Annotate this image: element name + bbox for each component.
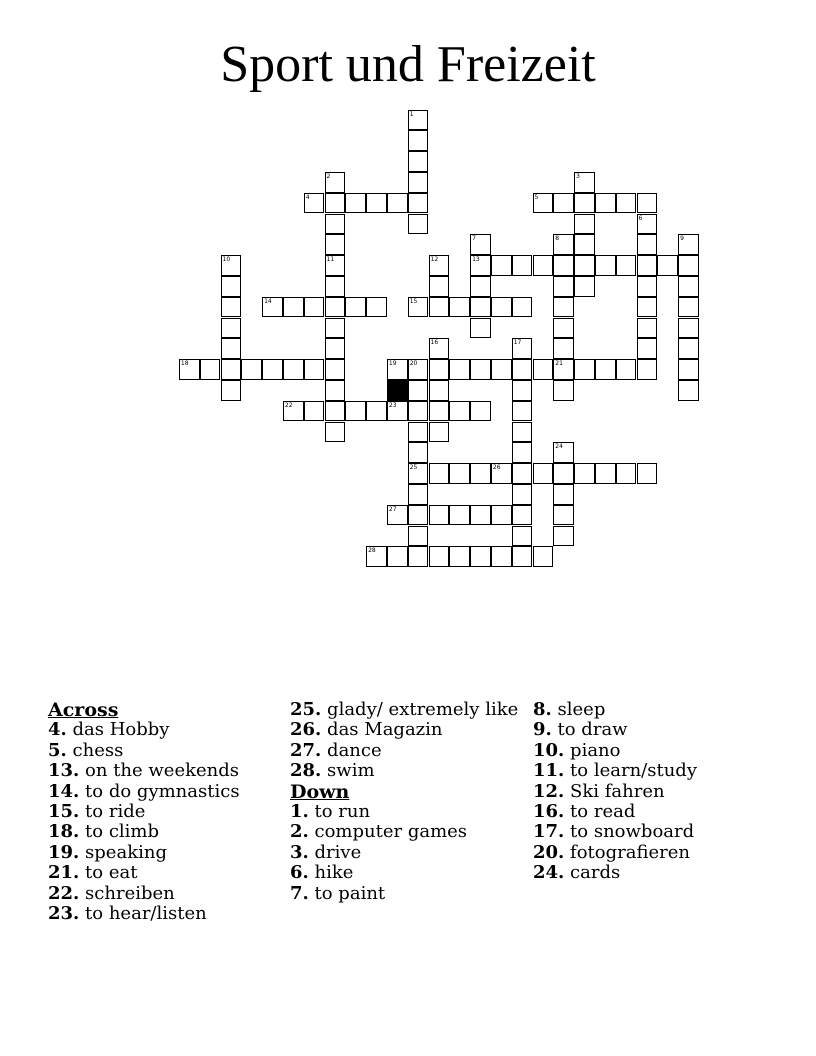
grid-cell[interactable]	[408, 505, 429, 526]
clue-text: to paint	[308, 882, 386, 904]
clue-number: 2.	[290, 821, 309, 843]
clue-number: 18	[180, 360, 189, 368]
clue-item	[48, 761, 284, 781]
clue-number: 28	[368, 547, 376, 555]
grid-cell[interactable]	[637, 359, 658, 380]
grid-cell[interactable]	[345, 401, 366, 422]
clue-number: 10	[222, 256, 231, 264]
clue-number: 14	[264, 297, 272, 305]
grid-cell[interactable]	[449, 505, 470, 526]
grid-cell[interactable]	[408, 442, 429, 463]
clues-column-2	[290, 700, 526, 904]
grid-cell[interactable]	[553, 463, 574, 484]
grid-cell[interactable]	[678, 234, 699, 255]
clue-item	[290, 863, 526, 883]
clue-number: 3	[576, 172, 580, 180]
grid-cell[interactable]	[533, 546, 554, 567]
grid-cell[interactable]	[408, 484, 429, 505]
clue-text: to learn/study	[564, 760, 697, 782]
clue-number: 24	[555, 443, 563, 451]
clue-number: 22.	[48, 882, 80, 904]
grid-cell[interactable]	[574, 193, 595, 214]
grid-cell[interactable]	[533, 255, 554, 276]
grid-cell[interactable]	[595, 193, 616, 214]
grid-cell[interactable]	[408, 297, 429, 318]
grid-cell[interactable]	[366, 193, 387, 214]
clue-number: 7	[472, 235, 476, 243]
clue-item	[290, 741, 526, 761]
grid-cell[interactable]	[470, 276, 491, 297]
grid-cell[interactable]	[553, 338, 574, 359]
grid-cell[interactable]	[408, 193, 429, 214]
clue-number: 13.	[48, 760, 80, 782]
clue-text: swim	[321, 760, 375, 782]
grid-cell[interactable]	[241, 359, 262, 380]
grid-cell[interactable]	[678, 338, 699, 359]
grid-cell[interactable]	[574, 255, 595, 276]
grid-cell[interactable]	[491, 359, 512, 380]
clue-item	[533, 720, 769, 740]
grid-cell[interactable]	[616, 359, 637, 380]
clue-text: to run	[308, 801, 371, 823]
clue-text: speaking	[79, 841, 167, 863]
grid-cell[interactable]	[678, 380, 699, 401]
grid-cell[interactable]	[449, 359, 470, 380]
grid-cell[interactable]	[408, 463, 429, 484]
grid-cell[interactable]	[221, 318, 242, 339]
clue-number: 7.	[290, 882, 309, 904]
grid-cell[interactable]	[512, 380, 533, 401]
clue-number: 11.	[533, 760, 565, 782]
grid-cell[interactable]	[408, 526, 429, 547]
grid-cell[interactable]	[512, 484, 533, 505]
clue-item	[48, 904, 284, 924]
grid-cell[interactable]	[595, 359, 616, 380]
clue-number: 25.	[290, 699, 322, 720]
grid-cell[interactable]	[616, 255, 637, 276]
grid-cell[interactable]	[553, 255, 574, 276]
clue-number: 12	[430, 256, 439, 264]
grid-cell[interactable]	[678, 255, 699, 276]
grid-cell[interactable]	[262, 297, 283, 318]
grid-cell[interactable]	[553, 484, 574, 505]
grid-cell[interactable]	[595, 255, 616, 276]
grid-cell[interactable]	[325, 234, 346, 255]
clues-column-3	[533, 700, 769, 884]
grid-cell[interactable]	[449, 546, 470, 567]
grid-cell[interactable]	[637, 234, 658, 255]
clue-number: 26	[492, 464, 501, 472]
grid-cell[interactable]	[574, 463, 595, 484]
grid-cell[interactable]	[470, 234, 491, 255]
grid-cell[interactable]	[325, 214, 346, 235]
page-title: Sport und Freizeit	[220, 36, 596, 93]
clue-number: 21.	[48, 862, 80, 884]
clue-item	[48, 741, 284, 761]
grid-cell[interactable]	[533, 359, 554, 380]
grid-cell[interactable]	[512, 546, 533, 567]
grid-cell[interactable]	[408, 151, 429, 172]
grid-cell[interactable]	[387, 401, 408, 422]
grid-cell[interactable]	[512, 255, 533, 276]
grid-cell[interactable]	[512, 422, 533, 443]
clue-item	[290, 843, 526, 863]
clue-text: cards	[564, 862, 621, 884]
grid-cell[interactable]	[429, 422, 450, 443]
clue-text: to ride	[79, 801, 146, 823]
grid-cell[interactable]	[657, 255, 678, 276]
grid-cell[interactable]	[325, 380, 346, 401]
grid-cell[interactable]	[553, 505, 574, 526]
clue-number: 9.	[533, 719, 552, 741]
clue-text: schreiben	[79, 882, 175, 904]
grid-cell[interactable]	[574, 234, 595, 255]
grid-cell[interactable]	[678, 359, 699, 380]
grid-cell[interactable]	[470, 359, 491, 380]
clue-item	[533, 782, 769, 802]
clue-number: 23.	[48, 903, 80, 925]
clue-number: 1.	[290, 801, 309, 823]
grid-cell[interactable]	[512, 526, 533, 547]
grid-cell[interactable]	[283, 401, 304, 422]
grid-cell[interactable]	[574, 214, 595, 235]
clue-item	[533, 843, 769, 863]
grid-cell[interactable]	[512, 359, 533, 380]
grid-cell[interactable]	[429, 276, 450, 297]
grid-cell[interactable]	[512, 338, 533, 359]
clue-number: 8	[555, 235, 560, 243]
grid-cell[interactable]	[512, 297, 533, 318]
grid-cell[interactable]	[553, 380, 574, 401]
clue-text: to eat	[79, 862, 138, 884]
clue-text: fotografieren	[564, 841, 690, 863]
clue-number: 6.	[290, 862, 309, 884]
clue-number: 28.	[290, 760, 322, 782]
clue-number: 23	[388, 401, 397, 409]
clue-number: 12.	[533, 780, 565, 802]
clue-text: chess	[66, 739, 124, 761]
clue-number: 24.	[533, 862, 565, 884]
grid-cell[interactable]	[533, 463, 554, 484]
grid-cell[interactable]	[616, 193, 637, 214]
grid-cell[interactable]	[408, 110, 429, 131]
down-heading: Down	[290, 780, 350, 803]
grid-cell[interactable]	[221, 359, 242, 380]
grid-cell[interactable]	[408, 172, 429, 193]
grid-cell[interactable]	[637, 255, 658, 276]
grid-cell[interactable]	[221, 338, 242, 359]
grid-cell[interactable]	[470, 318, 491, 339]
grid-cell[interactable]	[325, 318, 346, 339]
clue-number: 11	[326, 256, 335, 264]
grid-cell[interactable]	[429, 255, 450, 276]
clue-text: drive	[308, 841, 362, 863]
grid-cell[interactable]	[429, 297, 450, 318]
grid-cell[interactable]	[304, 297, 325, 318]
grid-cell[interactable]	[345, 193, 366, 214]
grid-cell[interactable]	[429, 401, 450, 422]
grid-cell[interactable]	[366, 546, 387, 567]
grid-cell[interactable]	[491, 297, 512, 318]
grid-cell[interactable]	[678, 276, 699, 297]
grid-cell[interactable]	[221, 276, 242, 297]
grid-cell[interactable]	[366, 297, 387, 318]
grid-cell[interactable]	[304, 401, 325, 422]
clue-item	[290, 822, 526, 842]
clue-number: 14.	[48, 780, 80, 802]
grid-cell[interactable]	[408, 380, 429, 401]
grid-cell[interactable]	[553, 234, 574, 255]
clue-number: 4.	[48, 719, 67, 741]
clue-item	[290, 761, 526, 781]
clue-number: 27.	[290, 739, 322, 761]
grid-cell[interactable]	[512, 463, 533, 484]
clue-number: 5	[534, 193, 539, 201]
grid-cell[interactable]	[449, 297, 470, 318]
grid-cell[interactable]	[408, 401, 429, 422]
grid-cell[interactable]	[429, 359, 450, 380]
grid-cell[interactable]	[387, 193, 408, 214]
grid-cell[interactable]	[325, 276, 346, 297]
clue-number: 6	[638, 214, 643, 222]
clue-number: 10.	[533, 739, 565, 761]
clue-item	[290, 884, 526, 904]
grid-cell[interactable]	[678, 318, 699, 339]
clue-number: 8.	[533, 699, 552, 720]
grid-cell[interactable]	[345, 297, 366, 318]
grid-cell[interactable]	[429, 338, 450, 359]
grid-cell[interactable]	[429, 505, 450, 526]
grid-cell[interactable]	[533, 193, 554, 214]
grid-cell[interactable]	[637, 297, 658, 318]
clue-number: 15	[409, 297, 418, 305]
clue-number: 17.	[533, 821, 565, 843]
clue-number: 16.	[533, 801, 565, 823]
clue-item	[533, 761, 769, 781]
grid-cell[interactable]	[574, 276, 595, 297]
grid-cell[interactable]	[408, 359, 429, 380]
grid-cell[interactable]	[637, 214, 658, 235]
grid-cell[interactable]	[325, 338, 346, 359]
clue-number: 22	[284, 401, 293, 409]
clue-number: 25	[409, 464, 418, 472]
grid-cell[interactable]	[553, 526, 574, 547]
clue-number: 19	[388, 360, 397, 368]
clue-text: to draw	[551, 719, 628, 741]
grid-cell[interactable]	[491, 546, 512, 567]
clue-number: 1	[409, 110, 414, 118]
grid-cell[interactable]	[325, 172, 346, 193]
clue-text: sleep	[551, 699, 606, 720]
grid-cell[interactable]	[449, 401, 470, 422]
grid-cell[interactable]	[470, 546, 491, 567]
clue-item	[533, 700, 769, 720]
grid-cell[interactable]	[325, 359, 346, 380]
grid-cell[interactable]	[325, 297, 346, 318]
clue-item	[48, 720, 284, 740]
clue-text: glady/ extremely like	[321, 699, 519, 720]
grid-cell[interactable]	[512, 442, 533, 463]
black-cell	[387, 380, 408, 401]
grid-cell[interactable]	[387, 359, 408, 380]
grid-cell[interactable]	[637, 318, 658, 339]
grid-cell[interactable]	[221, 380, 242, 401]
grid-cell[interactable]	[325, 255, 346, 276]
grid-cell[interactable]	[429, 463, 450, 484]
grid-cell[interactable]	[179, 359, 200, 380]
clue-text: Ski fahren	[564, 780, 665, 802]
grid-cell[interactable]	[304, 193, 325, 214]
grid-cell[interactable]	[304, 359, 325, 380]
clue-number: 27	[388, 505, 397, 513]
clue-item	[533, 741, 769, 761]
grid-cell[interactable]	[470, 255, 491, 276]
grid-cell[interactable]	[637, 276, 658, 297]
grid-cell[interactable]	[637, 463, 658, 484]
clue-number: 18.	[48, 821, 80, 843]
clue-text: computer games	[308, 821, 468, 843]
grid-cell[interactable]	[387, 505, 408, 526]
grid-cell[interactable]	[553, 359, 574, 380]
clue-number: 4	[305, 193, 310, 201]
grid-cell[interactable]	[325, 193, 346, 214]
grid-cell[interactable]	[637, 193, 658, 214]
clue-text: to climb	[79, 821, 160, 843]
clue-number: 9	[680, 235, 684, 243]
grid-cell[interactable]	[408, 214, 429, 235]
clue-item	[290, 802, 526, 822]
clue-text: hike	[308, 862, 354, 884]
grid-cell[interactable]	[491, 505, 512, 526]
grid-cell[interactable]	[221, 297, 242, 318]
grid-cell[interactable]	[512, 505, 533, 526]
grid-cell[interactable]	[616, 463, 637, 484]
grid-cell[interactable]	[283, 297, 304, 318]
grid-cell[interactable]	[470, 401, 491, 422]
clue-text: das Magazin	[321, 719, 443, 741]
grid-cell[interactable]	[262, 359, 283, 380]
clue-item	[533, 863, 769, 883]
grid-cell[interactable]	[429, 380, 450, 401]
clue-item	[48, 884, 284, 904]
grid-cell[interactable]	[283, 359, 304, 380]
grid-cell[interactable]	[325, 422, 346, 443]
grid-cell[interactable]	[470, 463, 491, 484]
clue-number: 26.	[290, 719, 322, 741]
grid-cell[interactable]	[553, 193, 574, 214]
clue-text: piano	[564, 739, 621, 761]
clues-column-1	[48, 700, 284, 924]
grid-cell[interactable]	[429, 546, 450, 567]
grid-cell[interactable]	[553, 442, 574, 463]
grid-cell[interactable]	[491, 463, 512, 484]
clue-number: 5.	[48, 739, 67, 761]
clue-number: 20.	[533, 841, 565, 863]
clue-number: 19.	[48, 841, 80, 863]
clue-number: 17	[513, 339, 522, 347]
grid-cell[interactable]	[408, 130, 429, 151]
clue-item	[48, 843, 284, 863]
clue-text: das Hobby	[66, 719, 170, 741]
clue-number: 16	[430, 339, 439, 347]
grid-cell[interactable]	[470, 505, 491, 526]
grid-cell[interactable]	[574, 172, 595, 193]
grid-cell[interactable]	[553, 318, 574, 339]
clue-item	[290, 720, 526, 740]
clue-item	[533, 822, 769, 842]
grid-cell[interactable]	[491, 255, 512, 276]
clue-text: dance	[321, 739, 382, 761]
grid-cell[interactable]	[408, 422, 429, 443]
grid-cell[interactable]	[200, 359, 221, 380]
grid-cell[interactable]	[408, 546, 429, 567]
clue-item	[290, 700, 526, 720]
clue-item	[533, 802, 769, 822]
clue-text: to read	[564, 801, 636, 823]
clue-item	[48, 782, 284, 802]
clue-number: 2	[326, 172, 331, 180]
grid-cell[interactable]	[595, 463, 616, 484]
clue-item	[48, 863, 284, 883]
clue-number: 13	[472, 256, 480, 264]
grid-cell[interactable]	[387, 546, 408, 567]
clue-text: to do gymnastics	[79, 780, 240, 802]
grid-cell[interactable]	[574, 359, 595, 380]
clue-text: to hear/listen	[79, 903, 207, 925]
grid-cell[interactable]	[678, 297, 699, 318]
grid-cell[interactable]	[366, 401, 387, 422]
clue-number: 3.	[290, 841, 309, 863]
across-heading: Across	[48, 699, 119, 721]
clue-text: to snowboard	[564, 821, 695, 843]
grid-cell[interactable]	[221, 255, 242, 276]
grid-cell[interactable]	[553, 297, 574, 318]
clue-item	[48, 802, 284, 822]
clue-item	[48, 822, 284, 842]
grid-cell[interactable]	[325, 401, 346, 422]
grid-cell[interactable]	[512, 401, 533, 422]
clue-number: 15.	[48, 801, 80, 823]
clue-text: on the weekends	[79, 760, 240, 782]
clue-number: 21	[555, 360, 563, 368]
grid-cell[interactable]	[637, 338, 658, 359]
grid-cell[interactable]	[449, 463, 470, 484]
grid-cell[interactable]	[470, 297, 491, 318]
grid-cell[interactable]	[553, 276, 574, 297]
clue-number: 20	[409, 360, 418, 368]
